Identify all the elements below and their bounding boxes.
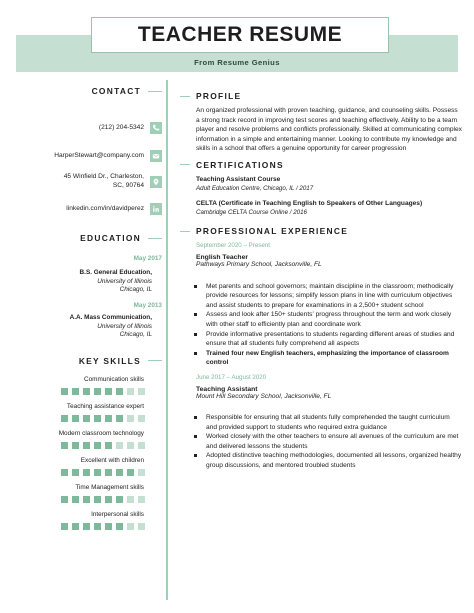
contact-phone <box>16 122 162 134</box>
resume-subtitle: From Resume Genius <box>194 58 280 67</box>
skill-name: Modern classroom technology <box>58 429 144 437</box>
list-item: Worked closely with the other teachers to ensure all avenues of the curriculum are met and delivered lessons the students <box>194 432 462 451</box>
skill-rating-square <box>94 388 101 395</box>
cert-title: Teaching Assistant Course <box>196 175 281 183</box>
experience-heading: PROFESSIONAL EXPERIENCE <box>180 226 462 236</box>
cert-detail: Cambridge CELTA Course Online / 2016 <box>196 208 307 216</box>
skill-rating-square <box>72 415 79 422</box>
certification-item <box>180 176 462 193</box>
skill-rating-square <box>83 388 90 395</box>
skill-rating-square <box>127 469 134 476</box>
skill-rating-square <box>127 523 134 530</box>
education-heading: EDUCATION <box>16 233 162 243</box>
education-entry <box>16 302 162 340</box>
skill-rating-square <box>116 469 123 476</box>
skill-rating-square <box>83 415 90 422</box>
list-item: Responsible for ensuring that all students fully comprehended the taught curriculum and provided support to students who required extra guidance <box>194 413 462 432</box>
location-icon <box>150 176 162 188</box>
job-entry <box>180 374 462 402</box>
certifications-heading: CERTIFICATIONS <box>180 160 462 170</box>
skill-rating-square <box>138 469 145 476</box>
phone-text: (212) 204-5342 <box>98 123 144 131</box>
job-bullets <box>180 413 462 470</box>
edu-degree: B.S. General Education, <box>79 269 152 277</box>
skill-rating-square <box>116 388 123 395</box>
linkedin-icon <box>150 203 162 215</box>
edu-date: May 2013 <box>133 302 162 310</box>
contact-address <box>16 173 162 190</box>
skill-rating <box>16 496 162 503</box>
profile-heading: PROFILE <box>180 91 462 101</box>
skill-rating-square <box>61 469 68 476</box>
edu-location: Chicago, IL <box>119 286 152 294</box>
linkedin-text: linkedin.com/in/davidperez <box>66 204 144 212</box>
skill-rating <box>16 523 162 530</box>
skill-item <box>16 457 162 476</box>
skill-rating-square <box>116 496 123 503</box>
skill-rating-square <box>94 469 101 476</box>
job-entry <box>180 242 462 270</box>
cert-detail: Adult Education Centre, Chicago, IL / 2017 <box>196 184 314 192</box>
skill-rating-square <box>94 415 101 422</box>
skill-rating-square <box>72 388 79 395</box>
job-date: June 2017 – August 2020 <box>196 373 267 381</box>
contact-email <box>16 150 162 162</box>
edu-school: University of Illinois <box>97 277 152 285</box>
address-line2: SC, 90764 <box>112 181 144 189</box>
skill-rating-square <box>83 469 90 476</box>
skill-item <box>16 430 162 449</box>
edu-location: Chicago, IL <box>119 331 152 339</box>
skill-rating-square <box>94 523 101 530</box>
education-entry <box>16 255 162 295</box>
skill-rating-square <box>138 415 145 422</box>
skill-rating-square <box>116 442 123 449</box>
skill-rating <box>16 469 162 476</box>
skill-item <box>16 403 162 422</box>
skill-name: Excellent with children <box>80 456 144 464</box>
skill-rating-square <box>83 442 90 449</box>
list-item: Trained four new English teachers, emphasizing the importance of classroom control <box>194 349 462 368</box>
skill-rating-square <box>116 415 123 422</box>
resume-title: TEACHER RESUME <box>137 23 343 46</box>
title-box <box>91 17 389 53</box>
skill-rating-square <box>127 442 134 449</box>
skill-rating-square <box>138 388 145 395</box>
contact-heading: CONTACT <box>16 86 162 96</box>
skill-rating-square <box>72 469 79 476</box>
skill-rating-square <box>138 442 145 449</box>
skill-rating-square <box>105 523 112 530</box>
mail-icon <box>150 150 162 162</box>
profile-text: An organized professional with proven teaching, guidance, and counseling skills. Possess a strong track record in improving test scores and teaching effectively. Ability to be a team player and resolve problems and conflicts professionally. Skilled at communicating complex information in a simple and entertaining manner. Looking to contribute my knowledge and skills in a school that offers a genuine opportunity for career progression <box>196 107 462 153</box>
skill-rating-square <box>83 523 90 530</box>
skill-rating-square <box>127 496 134 503</box>
cert-title: CELTA (Certificate in Teaching English to Speakers of Other Languages) <box>196 199 423 207</box>
skill-rating-square <box>72 442 79 449</box>
skill-rating-square <box>83 496 90 503</box>
skill-rating-square <box>105 496 112 503</box>
skill-rating-square <box>61 496 68 503</box>
skills-heading: KEY SKILLS <box>16 356 162 366</box>
certification-item <box>180 200 462 217</box>
skill-item <box>16 376 162 395</box>
job-date: September 2020 – Present <box>196 242 270 250</box>
left-column <box>16 86 162 530</box>
contact-linkedin <box>16 203 162 215</box>
skill-name: Teaching assistance expert <box>66 402 144 410</box>
job-title: English Teacher <box>196 254 248 262</box>
edu-school: University of Illinois <box>97 322 152 330</box>
skills-list <box>16 376 162 530</box>
skill-rating-square <box>61 415 68 422</box>
skill-rating-square <box>94 496 101 503</box>
skill-name: Communication skills <box>83 375 144 383</box>
job-bullets <box>180 282 462 368</box>
skill-rating-square <box>94 442 101 449</box>
address-line1: 45 Winfield Dr., Charleston, <box>63 173 144 180</box>
email-text: HarperStewart@company.com <box>54 151 144 159</box>
skill-rating-square <box>72 523 79 530</box>
edu-date: May 2017 <box>133 255 162 263</box>
skill-rating-square <box>138 523 145 530</box>
skill-rating-square <box>105 469 112 476</box>
edu-degree: A.A. Mass Communication, <box>69 314 152 322</box>
skill-rating-square <box>105 415 112 422</box>
skill-rating-square <box>116 523 123 530</box>
list-item: Met parents and school governors; maintain discipline in the classroom; methodically provide resources for lessons; simplify lesson plans in line with curriculum objectives and assist students to prepare for examinations in a 2,500+ student school <box>194 282 462 311</box>
skill-name: Time Management skills <box>75 483 144 491</box>
skill-rating-square <box>127 415 134 422</box>
list-item: Adopted distinctive teaching methodologies, documented all lessons, organized healthy group discussions, and mentored troubled students <box>194 451 462 470</box>
list-item: Provide informative presentations to students regarding different areas of studies and ensure that all students fully comprehend all aspects <box>194 330 462 349</box>
skill-item <box>16 511 162 530</box>
job-title: Teaching Assistant <box>196 385 258 393</box>
column-divider <box>166 80 168 600</box>
skill-rating-square <box>61 523 68 530</box>
job-place: Pathways Primary School, Jacksonville, FL <box>196 261 322 269</box>
phone-icon <box>150 122 162 134</box>
skill-rating-square <box>72 496 79 503</box>
skill-rating-square <box>105 388 112 395</box>
skill-rating-square <box>61 388 68 395</box>
job-place: Mount Hill Secondary School, Jacksonville, FL <box>196 392 332 400</box>
skill-rating-square <box>105 442 112 449</box>
list-item: Assess and look after 150+ students' progress throughout the term and work closely with other staff to efficiently plan and coordinate work <box>194 310 462 329</box>
skill-item <box>16 484 162 503</box>
skill-rating <box>16 388 162 395</box>
skill-rating <box>16 415 162 422</box>
skill-rating <box>16 442 162 449</box>
skill-rating-square <box>61 442 68 449</box>
skill-name: Interpersonal skills <box>91 510 144 518</box>
skill-rating-square <box>127 388 134 395</box>
right-column <box>180 91 462 471</box>
skill-rating-square <box>138 496 145 503</box>
